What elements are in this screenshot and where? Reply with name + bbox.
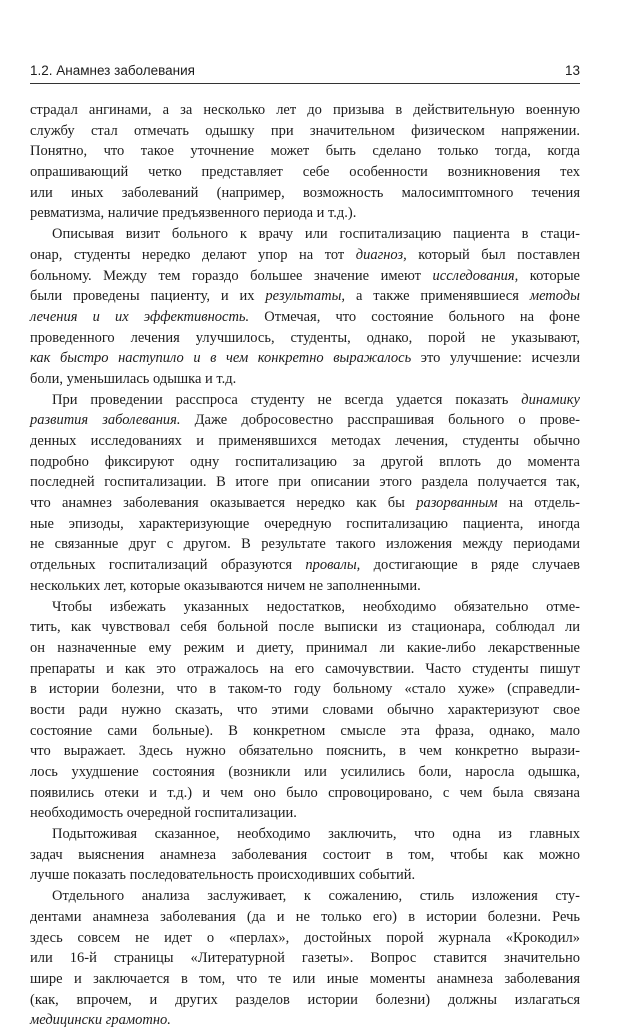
text-run: нескольких лет, которые оказываются ничем не заполненными. [30,577,421,594]
text-run: не связанные друг с другом. В результате такого изложения между периодами [30,536,580,553]
italic-text: диагноз, [355,246,407,263]
text-run: последней госпитализации. В итоге при описании этого раздела получается так, [30,474,580,491]
text-line [30,390,580,411]
italic-text: развития заболевания. [30,412,181,429]
text-line [30,348,580,369]
paragraph [30,100,580,224]
text-run: были проведены пациенту, и их [30,288,266,305]
text-line [30,638,580,659]
italic-text: разорванным [416,495,498,512]
text-run: необходимость очередной госпитализации. [30,805,297,822]
text-run: Отмечая, что состояние больного на фоне [249,308,580,325]
text-run: в истории болезни, что в таком-то году больному «стало хуже» (справедли- [30,681,580,698]
text-run: денных исследованиях и применявшихся методах лечения, студенты обычно [30,433,580,449]
text-run: а также применявшиеся [345,288,530,305]
text-line [30,431,580,452]
text-run: здесь совсем не идет о «перлах», достойных порой журнала «Крокодил» [30,929,580,946]
text-run: задач выяснения анамнеза заболевания состоит в том, чтобы как можно [30,846,580,863]
text-run: это улучшение: исчезли [411,350,580,367]
text-run: вости ради нужно сказать, что этими словами обычно характеризуют свое [30,701,580,718]
running-head [30,62,580,80]
text-line [30,328,580,349]
text-run: лучше показать последовательность происходивших событий. [30,867,416,884]
text-run: тить, как чувствовал себя больной после выписки из стационара, соблюдал ли [30,619,580,636]
text-line [30,452,580,473]
text-run: страдал ангинами, а за несколько лет до призыва в действительную военную [30,102,580,118]
text-run: опрашивающий четко представляет себе особенности возникновения тех [30,164,580,181]
text-line [30,948,580,969]
text-line [30,555,580,576]
text-line [30,183,580,204]
text-run: проведенного лечения улучшилось, студенты, однако, порой не указывают, [30,329,580,346]
text-run: или 16-й страницы «Литературной газеты». Вопрос ставится значительно [30,950,580,967]
text-run: больному. Между тем гораздо большее значение имеют [30,267,433,284]
text-line [30,514,580,535]
italic-text: результаты, [265,288,346,305]
paragraph [30,224,580,390]
text-line [30,659,580,680]
page-number: 13 [564,63,580,78]
text-line [30,266,580,287]
text-run: Понятно, что такое уточнение может быть сделано только тогда, когда [30,143,580,160]
text-run: (как, впрочем, и других разделов истории болезни) должны излагаться [30,991,580,1008]
text-run: препараты и как это отражалось на его самочувствии. Часто студенты пишут [30,660,580,677]
italic-text: методы [529,288,580,305]
text-run: Описывая визит больного к врачу или госпитализацию пациента в стаци- [52,226,580,243]
text-line [30,410,580,431]
body-text [30,100,580,1031]
text-line [30,783,580,804]
text-run: боли, уменьшилась одышка и т.д. [30,370,237,387]
text-run: службу стал отмечать одышку при значительном физическом напряжении. [30,122,580,139]
text-line [30,369,580,390]
text-line [30,700,580,721]
text-run: который был поставлен [406,246,580,263]
text-line [30,307,580,328]
text-line [30,162,580,183]
text-run: отдельных госпитализаций образуются [30,557,306,574]
text-run: состояние сами больные). В конкретном смысле эта фраза, однако, мало [30,722,580,739]
text-line [30,617,580,638]
italic-text: как быстро наступило и в чем конкретно выражалось [30,350,412,367]
text-run: на отдель- [497,495,581,512]
text-line [30,824,580,845]
text-run: подробно фиксируют одну госпитализацию за другой вплоть до момента [30,453,580,470]
text-run: достигающие в ряде случаев [360,557,580,574]
section-title: 1.2. Анамнез заболевания [30,63,195,78]
text-run: Чтобы избежать указанных недостатков, необходимо обязательно отме- [52,598,580,615]
text-run: появились отеки и т.д.) и чем оно было спровоцировано, с чем была связана [30,784,580,801]
text-run: ревматизма, наличие предъязвенного периода и т.д.). [30,205,357,222]
text-run: дентами анамнеза заболевания (да и не только его) в истории болезни. Речь [30,908,580,925]
paragraph [30,597,580,825]
text-run: лось ухудшение состояния (возникли или усилились боли, наросла одышка, [30,764,580,780]
text-line [30,803,580,824]
paragraph [30,886,580,1031]
header-rule [30,83,580,84]
text-run: что выражает. Здесь нужно обязательно пояснить, в чем конкретно вырази- [30,743,580,760]
paragraph [30,390,580,597]
text-line [30,245,580,266]
text-line [30,141,580,162]
text-line [30,845,580,866]
text-line [30,576,580,597]
italic-text: динамику [521,391,580,408]
text-line [30,741,580,762]
text-line [30,721,580,742]
italic-text: исследования, [432,267,519,284]
text-line [30,286,580,307]
text-run: При проведении расспроса студенту не всегда удается показать [52,391,522,408]
text-run: онар, студенты нередко делают упор на тот [30,246,356,263]
text-line [30,969,580,990]
text-line [30,865,580,886]
text-run: что анамнез заболевания оказывается нередко как бы [30,495,417,512]
text-line [30,1010,580,1031]
text-line [30,100,580,121]
text-line [30,928,580,949]
text-run: шире и заключается в том, что те или иные моменты анамнеза заболевания [30,970,580,987]
paragraph [30,824,580,886]
italic-text: лечения и их эффективность. [30,308,250,325]
text-line [30,493,580,514]
text-run: Отдельного анализа заслуживает, к сожалению, стиль изложения сту- [52,888,580,905]
text-line [30,224,580,245]
text-line [30,472,580,493]
text-line [30,534,580,555]
text-run: или иных заболеваний (например, возможность малосимптомного течения [30,184,580,201]
text-run: Подытоживая сказанное, необходимо заключить, что одна из главных [52,826,580,843]
text-line [30,886,580,907]
text-run: Даже добросовестно расспрашивая больного о прове- [180,412,580,429]
text-line [30,203,580,224]
text-run: которые [518,267,580,284]
text-line [30,907,580,928]
text-line [30,679,580,700]
text-line [30,121,580,142]
italic-text: провалы, [305,557,361,574]
text-line [30,762,580,783]
text-line [30,597,580,618]
text-run: ные эпизоды, характеризующие очередную госпитализацию пациента, иногда [30,515,580,532]
text-run: он назначенные ему режим и диету, принимал ли какие-либо лекарственные [30,639,580,656]
italic-text: медицински грамотно. [30,1012,171,1029]
